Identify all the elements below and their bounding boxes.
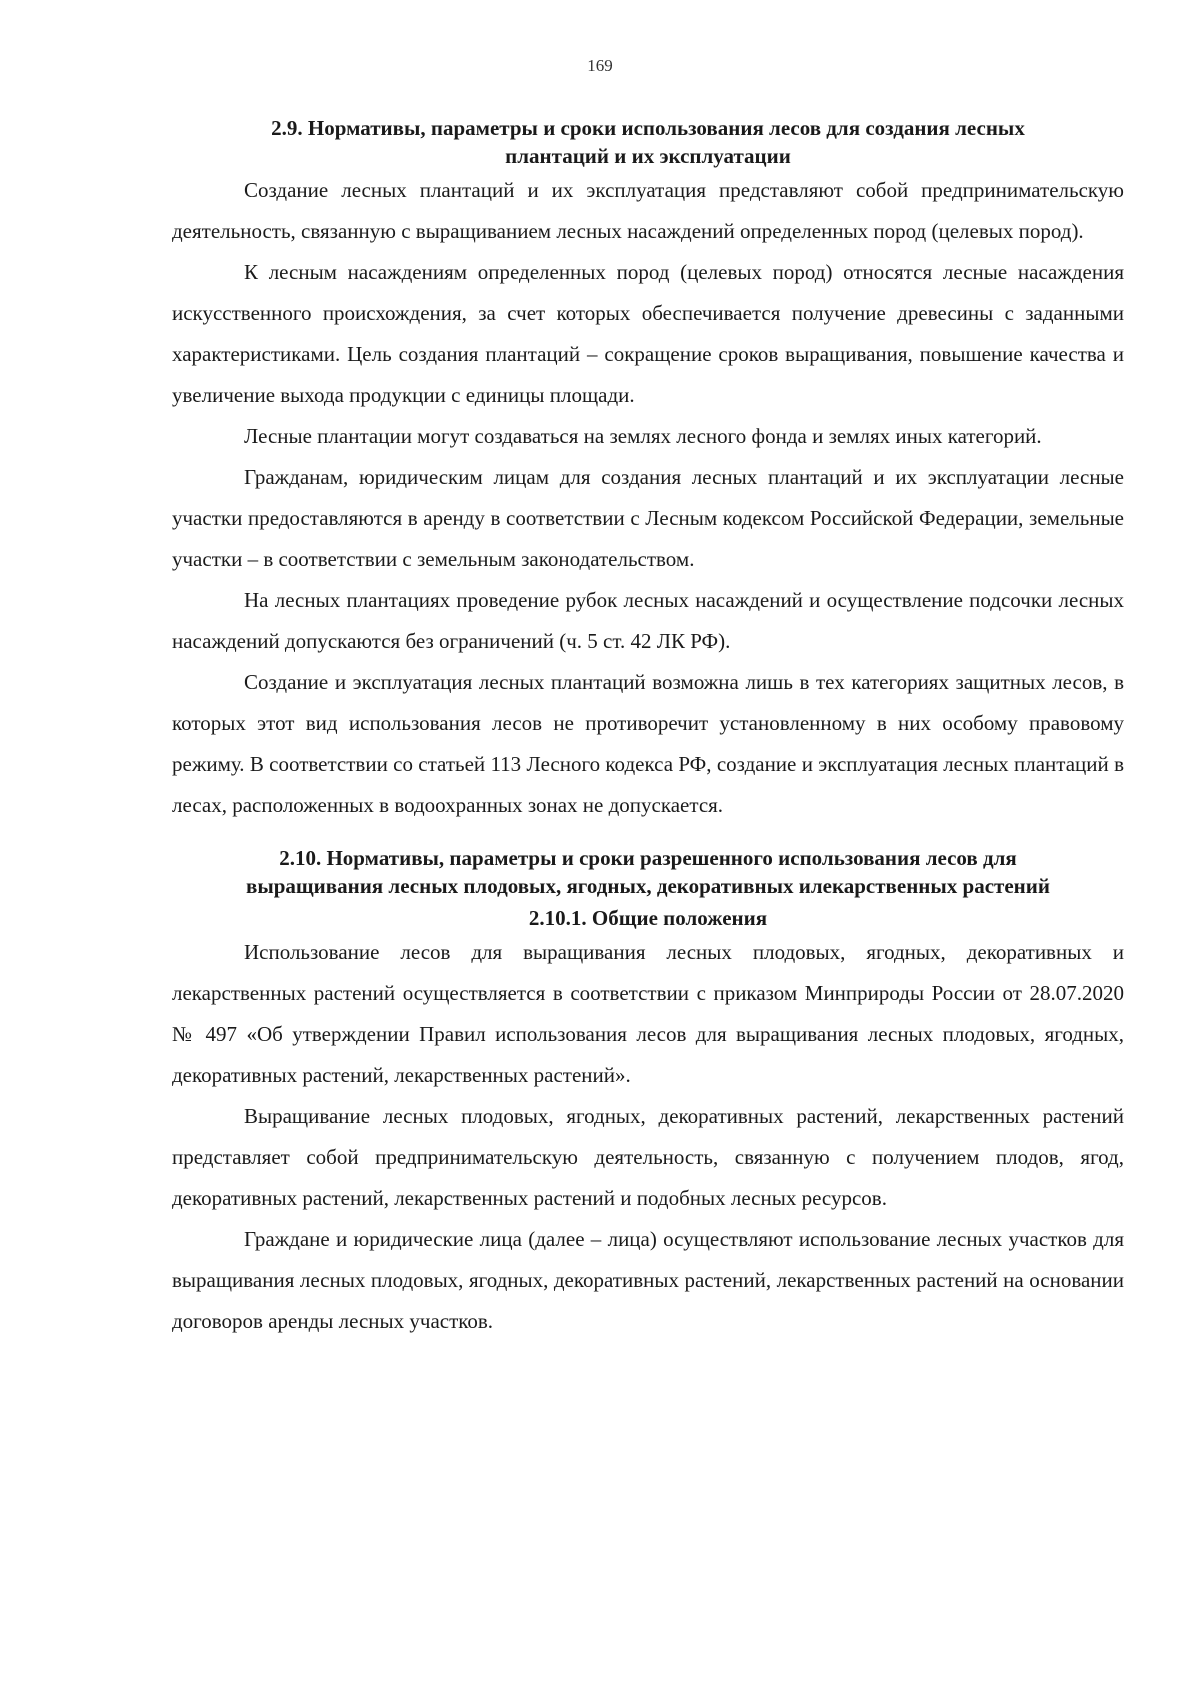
page-number: 169 xyxy=(587,56,613,75)
paragraph: Лесные плантации могут создаваться на землях лесного фонда и землях иных категорий. xyxy=(244,424,1042,448)
paragraph: Создание лесных плантаций и их эксплуатация представляют собой предпринимательскую деятельность, связанную с выращиванием лесных насаждений определенных пород (целевых пород). xyxy=(172,178,1124,243)
section-2-9-heading-line2: плантаций и их эксплуатации xyxy=(505,144,791,168)
paragraph: Создание и эксплуатация лесных плантаций возможна лишь в тех категориях защитных лесов, в которых этот вид использования лесов не противоречит установленному в них особому правовому режиму. В соответствии со статьей 113 Лесного кодекса РФ, создание и эксплуатация лесных плантаций в лесах, расположенных в водоохранных зонах не допускается. xyxy=(172,670,1124,817)
section-2-9-heading-line1: 2.9. Нормативы, параметры и сроки использования лесов для создания лесных xyxy=(271,116,1025,140)
paragraph: На лесных плантациях проведение рубок лесных насаждений и осуществление подсочки лесных насаждений допускаются без ограничений (ч. 5 ст. 42 ЛК РФ). xyxy=(172,588,1124,653)
paragraph: Выращивание лесных плодовых, ягодных, декоративных растений, лекарственных растений представляет собой предпринимательскую деятельность, связанную с получением плодов, ягод, декоративных растений, лекарственных растений и подобных лесных ресурсов. xyxy=(172,1104,1124,1210)
section-2-10-heading-line1: 2.10. Нормативы, параметры и сроки разрешенного использования лесов для xyxy=(279,846,1017,870)
section-2-9-heading xyxy=(172,114,1124,170)
paragraph: Граждане и юридические лица (далее – лица) осуществляют использование лесных участков для выращивания лесных плодовых, ягодных, декоративных растений, лекарственных растений на основании договоров аренды лесных участков. xyxy=(172,1227,1124,1333)
page-content xyxy=(172,114,1124,1342)
section-2-9 xyxy=(172,114,1124,826)
subsection-2-10-1-title: 2.10.1. Общие положения xyxy=(528,906,768,930)
section-2-10 xyxy=(172,844,1124,1342)
paragraph: К лесным насаждениям определенных пород (целевых пород) относятся лесные насаждения искусственного происхождения, за счет которых обеспечивается получение древесины с заданными характеристиками. Цель создания плантаций – сокращение сроков выращивания, повышение качества и увеличение выхода продукции с единицы площади. xyxy=(172,260,1124,407)
section-2-10-heading xyxy=(172,844,1124,900)
section-2-10-heading-line2: выращивания лесных плодовых, ягодных, декоративных илекарственных растений xyxy=(246,874,1050,898)
paragraph: Гражданам, юридическим лицам для создания лесных плантаций и их эксплуатации лесные участки предоставляются в аренду в соответствии с Лесным кодексом Российской Федерации, земельные участки – в соответствии с земельным законодательством. xyxy=(172,465,1124,571)
paragraph: Использование лесов для выращивания лесных плодовых, ягодных, декоративных и лекарственных растений осуществляется в соответствии с приказом Минприроды России от 28.07.2020 № 497 «Об утверждении Правил использования лесов для выращивания лесных плодовых, ягодных, декоративных растений, лекарственных растений». xyxy=(172,940,1124,1087)
